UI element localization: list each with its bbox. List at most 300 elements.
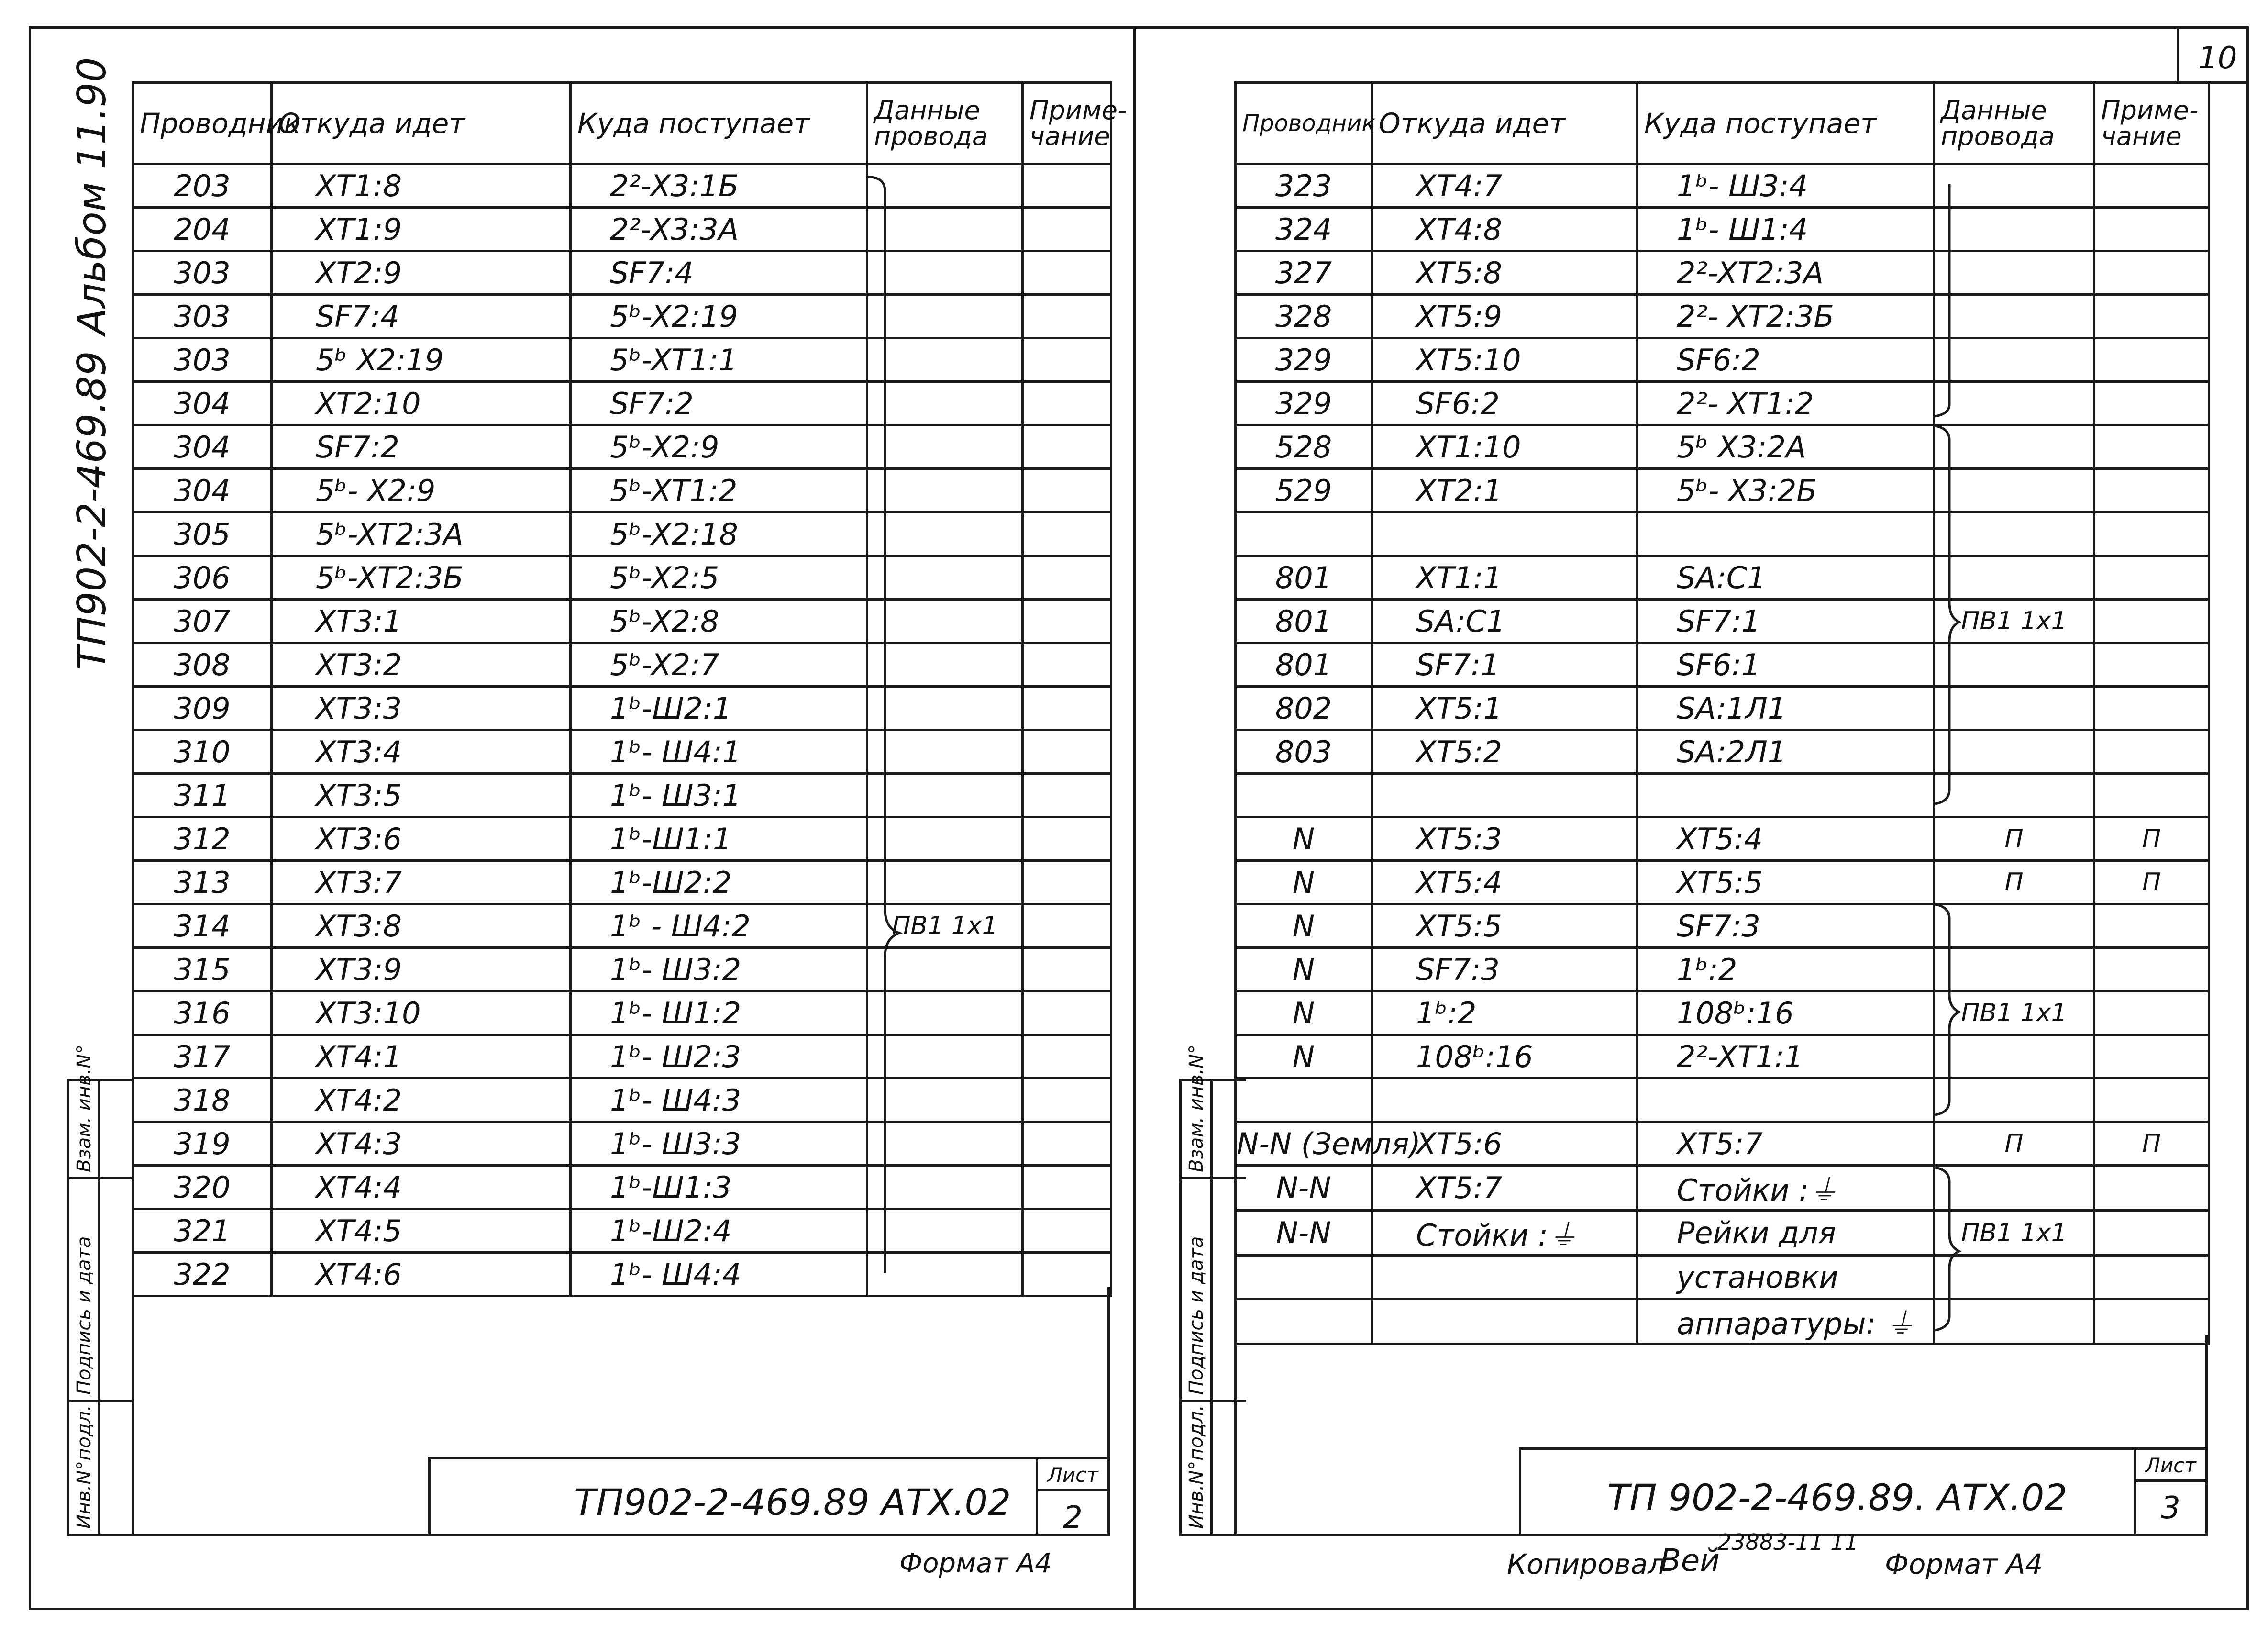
cell-to: 1ᵇ- Ш1:4 — [1637, 208, 1934, 251]
cell-to: 5ᵇ-X2:5 — [571, 556, 867, 600]
cell-to: установки — [1637, 1256, 1934, 1299]
cell-note — [2094, 295, 2209, 338]
cell-wire: 801 — [1236, 556, 1372, 600]
cell-note — [1023, 556, 1111, 600]
table-row — [133, 1209, 1111, 1253]
cell-wire: 318 — [133, 1079, 272, 1122]
cell-from: XT5:1 — [1372, 687, 1637, 730]
r-side-stamp-col-div — [1210, 1079, 1213, 1536]
table-row — [1236, 687, 2209, 730]
cell-note — [1023, 251, 1111, 295]
table-row — [133, 643, 1111, 687]
cell-from: XT3:1 — [272, 600, 571, 643]
cell-from: XT3:7 — [272, 861, 571, 904]
table-row — [1236, 1166, 2209, 1211]
cell-note — [2094, 382, 2209, 425]
cell-note — [2094, 643, 2209, 687]
cell-to: 5ᵇ-X2:8 — [571, 600, 867, 643]
cell-wire: N — [1236, 904, 1372, 948]
cell-wire: N — [1236, 817, 1372, 861]
cell-wire: 204 — [133, 208, 272, 251]
cell-note — [1023, 687, 1111, 730]
cell-note — [2094, 1079, 2209, 1122]
cell-to: 1ᵇ- Ш4:4 — [571, 1253, 867, 1296]
cell-wire: 323 — [1236, 164, 1372, 208]
cell-note: П — [2094, 861, 2209, 904]
cell-note — [2094, 556, 2209, 600]
cell-wire: 801 — [1236, 600, 1372, 643]
cell-from: XT4:2 — [272, 1079, 571, 1122]
table-row — [133, 730, 1111, 774]
cell-note — [1023, 164, 1111, 208]
left-title-stamp — [428, 1457, 1110, 1536]
cell-to: 1ᵇ-Ш1:3 — [571, 1166, 867, 1209]
cell-from: SF7:2 — [272, 425, 571, 469]
cell-note — [1023, 730, 1111, 774]
cell-note — [1023, 1209, 1111, 1253]
cell-from: SF7:3 — [1372, 948, 1637, 991]
cell-to: SF7:4 — [571, 251, 867, 295]
cell-from: XT5:4 — [1372, 861, 1637, 904]
header-note: Приме- чание — [1023, 83, 1111, 164]
cell-note — [2094, 774, 2209, 817]
cell-from: SA:C1 — [1372, 600, 1637, 643]
right-stamp-code: ТП 902-2-469.89. АТХ.02 — [1607, 1476, 2068, 1519]
cell-wire: 303 — [133, 295, 272, 338]
right-format-label: Формат А4 — [1885, 1548, 2043, 1580]
cell-to: SF6:1 — [1637, 643, 1934, 687]
cell-from: XT3:2 — [272, 643, 571, 687]
cell-note — [1023, 208, 1111, 251]
cell-from: SF6:2 — [1372, 382, 1637, 425]
cell-wire: 317 — [133, 1035, 272, 1079]
side-stamp-divider-1 — [67, 1177, 134, 1179]
cell-to: SA:C1 — [1637, 556, 1934, 600]
table-row — [1236, 251, 2209, 295]
table-row — [133, 904, 1111, 948]
r-side-sign-label: Подпись и дата — [1185, 1236, 1207, 1395]
cell-to: XT5:5 — [1637, 861, 1934, 904]
right-brace-3 — [1930, 900, 1964, 1120]
cell-wire: N-N — [1236, 1211, 1372, 1256]
table-row — [133, 556, 1111, 600]
cell-wire: 320 — [133, 1166, 272, 1209]
table-row — [133, 687, 1111, 730]
cell-wire: 304 — [133, 469, 272, 512]
cell-note — [2094, 251, 2209, 295]
table-row — [133, 774, 1111, 817]
table-row — [1236, 861, 2209, 904]
cell-wire: N — [1236, 861, 1372, 904]
cell-wire: 327 — [1236, 251, 1372, 295]
cell-note — [1023, 643, 1111, 687]
cell-wire: N — [1236, 948, 1372, 991]
cell-wire: 322 — [133, 1253, 272, 1296]
cell-wire: 306 — [133, 556, 272, 600]
cell-note — [2094, 512, 2209, 556]
cell-note — [2094, 469, 2209, 512]
cell-wire: 324 — [1236, 208, 1372, 251]
cell-wire: 309 — [133, 687, 272, 730]
cell-to: SF6:2 — [1637, 338, 1934, 382]
table-row — [1236, 1299, 2209, 1344]
table-row — [1236, 774, 2209, 817]
r-header-to: Куда поступает — [1637, 83, 1934, 164]
right-brace-2 — [1930, 421, 1964, 809]
left-sheet-label: Лист — [1047, 1463, 1098, 1487]
header-from: Откуда идет — [272, 83, 571, 164]
cell-data: ПВ1 1х1 — [867, 904, 1023, 948]
cell-to: 1ᵇ - Ш4:2 — [571, 904, 867, 948]
cell-wire: 303 — [133, 251, 272, 295]
cell-to: 1ᵇ- Ш3:4 — [1637, 164, 1934, 208]
cell-from: XT5:8 — [1372, 251, 1637, 295]
cell-to: 5ᵇ- X3:2Б — [1637, 469, 1934, 512]
cell-to — [1637, 1079, 1934, 1122]
left-sheet-box — [1036, 1459, 1107, 1534]
cell-to: 5ᵇ-XT1:1 — [571, 338, 867, 382]
cell-to: 2²- XT1:2 — [1637, 382, 1934, 425]
cell-from: 5ᵇ-XT2:3Б — [272, 556, 571, 600]
cell-data: ПВ1 1х1 — [1934, 991, 2094, 1035]
table-row — [133, 1253, 1111, 1296]
cell-from: XT3:4 — [272, 730, 571, 774]
cell-to: XT5:4 — [1637, 817, 1934, 861]
cell-from: XT3:9 — [272, 948, 571, 991]
left-table-body — [133, 164, 1111, 1296]
left-group-brace — [866, 172, 904, 1287]
cell-to: аппаратуры: ⏚ — [1637, 1299, 1934, 1344]
cell-note — [1023, 600, 1111, 643]
table-row — [1236, 1256, 2209, 1299]
cell-to: 1ᵇ- Ш3:2 — [571, 948, 867, 991]
cell-wire: N — [1236, 991, 1372, 1035]
left-table-bottom-area-left — [132, 1287, 134, 1536]
r-side-stamp-left — [1179, 1079, 1182, 1536]
r-header-wire: Проводник — [1236, 83, 1372, 164]
album-label: Альбом 11.90 — [69, 57, 115, 335]
cell-to: 1ᵇ-Ш1:1 — [571, 817, 867, 861]
cell-wire: 311 — [133, 774, 272, 817]
table-row — [133, 1122, 1111, 1166]
cell-to: 5ᵇ X3:2А — [1637, 425, 1934, 469]
cell-wire: 310 — [133, 730, 272, 774]
cell-to: 1ᵇ:2 — [1637, 948, 1934, 991]
table-row — [1236, 512, 2209, 556]
cell-from: XT3:8 — [272, 904, 571, 948]
cell-from — [1372, 1299, 1637, 1344]
page-corner-number: 10 — [2198, 41, 2237, 76]
table-row — [1236, 1122, 2209, 1166]
cell-from: XT5:5 — [1372, 904, 1637, 948]
cell-wire — [1236, 774, 1372, 817]
cell-note — [2094, 208, 2209, 251]
cell-from: XT2:1 — [1372, 469, 1637, 512]
table-row — [133, 425, 1111, 469]
cell-note — [1023, 861, 1111, 904]
r-header-data: Данные провода — [1934, 83, 2094, 164]
cell-to: 2²-X3:1Б — [571, 164, 867, 208]
cell-from — [1372, 1256, 1637, 1299]
cell-note: П — [2094, 1122, 2209, 1166]
cell-to: SF7:2 — [571, 382, 867, 425]
cell-data: П — [1934, 817, 2094, 861]
cell-to: 1ᵇ-Ш2:1 — [571, 687, 867, 730]
table-row — [133, 817, 1111, 861]
right-bottom-area-left — [1234, 1335, 1237, 1536]
side-inv-label: Взам. инв.N° — [73, 1044, 95, 1172]
table-row — [1236, 208, 2209, 251]
cell-to: 1ᵇ- Ш4:1 — [571, 730, 867, 774]
cell-data: ПВ1 1х1 — [1934, 600, 2094, 643]
table-row — [1236, 817, 2209, 861]
cell-from: XT4:8 — [1372, 208, 1637, 251]
cell-wire: 803 — [1236, 730, 1372, 774]
cell-from: XT1:8 — [272, 164, 571, 208]
cell-note — [1023, 512, 1111, 556]
cell-from: XT3:10 — [272, 991, 571, 1035]
cell-to: 1ᵇ- Ш3:1 — [571, 774, 867, 817]
table-row — [1236, 991, 2209, 1035]
cell-wire: N-N — [1236, 1166, 1372, 1211]
cell-from: XT3:5 — [272, 774, 571, 817]
cell-from: XT5:9 — [1372, 295, 1637, 338]
r-header-note: Приме- чание — [2094, 83, 2209, 164]
cell-to: 108ᵇ:16 — [1637, 991, 1934, 1035]
cell-to — [1637, 512, 1934, 556]
table-row — [133, 512, 1111, 556]
side-stamp-frame-left — [67, 1079, 69, 1536]
cell-note — [1023, 338, 1111, 382]
cell-wire: 308 — [133, 643, 272, 687]
table-row — [1236, 948, 2209, 991]
cell-to: 1ᵇ- Ш3:3 — [571, 1122, 867, 1166]
table-row — [1236, 600, 2209, 643]
cell-from: 108ᵇ:16 — [1372, 1035, 1637, 1079]
footer-copied-label: Копировал — [1507, 1548, 1666, 1580]
cell-wire: 321 — [133, 1209, 272, 1253]
table-row — [1236, 1079, 2209, 1122]
cell-to: 2²-XT2:3А — [1637, 251, 1934, 295]
cell-note — [1023, 1166, 1111, 1209]
cell-from: SF7:1 — [1372, 643, 1637, 687]
cell-note — [2094, 730, 2209, 774]
cell-from: 5ᵇ X2:19 — [272, 338, 571, 382]
table-row — [1236, 164, 2209, 208]
cell-from: SF7:4 — [272, 295, 571, 338]
cell-to: 1ᵇ-Ш2:2 — [571, 861, 867, 904]
side-stamp-frame-bottom — [67, 1534, 134, 1536]
cell-wire: 303 — [133, 338, 272, 382]
cell-note — [1023, 1253, 1111, 1296]
cell-note — [1023, 948, 1111, 991]
cell-wire: 314 — [133, 904, 272, 948]
cell-wire: 203 — [133, 164, 272, 208]
cell-to: 5ᵇ-X2:9 — [571, 425, 867, 469]
cell-to: SA:1Л1 — [1637, 687, 1934, 730]
cell-wire — [1236, 512, 1372, 556]
cell-to: SF7:1 — [1637, 600, 1934, 643]
cell-from: XT5:6 — [1372, 1122, 1637, 1166]
cell-note — [1023, 425, 1111, 469]
cell-to: 1ᵇ- Ш4:3 — [571, 1079, 867, 1122]
table-row — [1236, 556, 2209, 600]
right-brace-4 — [1930, 1163, 1964, 1335]
cell-wire: 802 — [1236, 687, 1372, 730]
cell-to: 5ᵇ-X2:7 — [571, 643, 867, 687]
cell-to: 2²-XT1:1 — [1637, 1035, 1934, 1079]
cell-to: 2²-X3:3А — [571, 208, 867, 251]
cell-note — [1023, 295, 1111, 338]
cell-note — [2094, 1256, 2209, 1299]
side-stamp-col-divider — [98, 1079, 100, 1536]
cell-to: 5ᵇ-XT1:2 — [571, 469, 867, 512]
r-header-from: Откуда идет — [1372, 83, 1637, 164]
side-orig-label: Инв.N°подл. — [73, 1405, 95, 1529]
cell-wire: 319 — [133, 1122, 272, 1166]
cell-to: 5ᵇ-X2:19 — [571, 295, 867, 338]
cell-wire: 312 — [133, 817, 272, 861]
left-format-label: Формат А4 — [899, 1548, 1052, 1579]
cell-from: XT3:6 — [272, 817, 571, 861]
cell-note — [2094, 338, 2209, 382]
table-row — [1236, 295, 2209, 338]
cell-to — [1637, 774, 1934, 817]
right-table-body — [1236, 164, 2209, 1344]
cell-note — [2094, 904, 2209, 948]
cell-wire: N-N (Земля) — [1236, 1122, 1372, 1166]
cell-from: XT2:10 — [272, 382, 571, 425]
cell-to: 1ᵇ-Ш2:4 — [571, 1209, 867, 1253]
cell-wire: 305 — [133, 512, 272, 556]
cell-note — [2094, 1166, 2209, 1211]
cell-note — [2094, 600, 2209, 643]
cell-from: XT1:1 — [1372, 556, 1637, 600]
table-row — [1236, 643, 2209, 687]
right-wire-table — [1234, 81, 2210, 1345]
cell-wire: 329 — [1236, 338, 1372, 382]
table-row — [1236, 469, 2209, 512]
table-row — [133, 469, 1111, 512]
cell-from: 1ᵇ:2 — [1372, 991, 1637, 1035]
cell-from: XT4:1 — [272, 1035, 571, 1079]
cell-wire: 528 — [1236, 425, 1372, 469]
table-row — [133, 208, 1111, 251]
cell-note — [2094, 1035, 2209, 1079]
cell-from: XT5:10 — [1372, 338, 1637, 382]
cell-from: XT5:2 — [1372, 730, 1637, 774]
table-row — [133, 382, 1111, 425]
table-row — [133, 251, 1111, 295]
cell-from: XT1:9 — [272, 208, 571, 251]
table-row — [133, 861, 1111, 904]
left-sheet-number: 2 — [1063, 1500, 1083, 1535]
cell-note — [1023, 469, 1111, 512]
footer-order-number: 23883-11 11 — [1717, 1529, 1859, 1555]
table-row — [133, 1079, 1111, 1122]
cell-wire: 315 — [133, 948, 272, 991]
r-side-inv-label: Взам. инв.N° — [1185, 1044, 1207, 1172]
cell-note — [2094, 164, 2209, 208]
cell-note — [2094, 1299, 2209, 1344]
cell-note — [2094, 1211, 2209, 1256]
table-row — [133, 991, 1111, 1035]
cell-from: XT4:5 — [272, 1209, 571, 1253]
cell-wire: 329 — [1236, 382, 1372, 425]
cell-note — [1023, 774, 1111, 817]
cell-to: SF7:3 — [1637, 904, 1934, 948]
cell-from — [1372, 774, 1637, 817]
right-sheet-box — [2134, 1450, 2205, 1534]
table-row — [133, 948, 1111, 991]
cell-to: 1ᵇ- Ш1:2 — [571, 991, 867, 1035]
cell-data: П — [1934, 861, 2094, 904]
cell-wire: N — [1236, 1035, 1372, 1079]
cell-note — [1023, 991, 1111, 1035]
table-row — [1236, 730, 2209, 774]
cell-wire: 313 — [133, 861, 272, 904]
cell-from: XT4:3 — [272, 1122, 571, 1166]
side-sign-label: Подпись и дата — [73, 1236, 95, 1395]
left-stamp-code: ТП902-2-469.89 АТХ.02 — [574, 1481, 1011, 1524]
cell-from: XT5:7 — [1372, 1166, 1637, 1211]
side-stamp-divider-2 — [67, 1400, 134, 1402]
cell-from: Стойки :⏚ — [1372, 1211, 1637, 1256]
cell-from: 5ᵇ-XT2:3А — [272, 512, 571, 556]
cell-note — [2094, 991, 2209, 1035]
cell-wire: 801 — [1236, 643, 1372, 687]
right-sheet-sep — [2136, 1479, 2205, 1482]
project-label: ТП902-2-469.89 — [69, 351, 115, 670]
cell-from: XT5:3 — [1372, 817, 1637, 861]
table-row — [1236, 382, 2209, 425]
left-sheet-sep — [1038, 1489, 1107, 1491]
cell-wire: 316 — [133, 991, 272, 1035]
cell-wire: 304 — [133, 425, 272, 469]
table-row — [133, 600, 1111, 643]
cell-from: XT1:10 — [1372, 425, 1637, 469]
table-row — [133, 164, 1111, 208]
footer-signature: Вей — [1660, 1543, 1720, 1579]
table-row — [133, 1035, 1111, 1079]
cell-wire: 529 — [1236, 469, 1372, 512]
cell-from — [1372, 512, 1637, 556]
corner-box-left — [2177, 26, 2179, 84]
table-row — [133, 338, 1111, 382]
r-side-orig-label: Инв.N°подл. — [1185, 1405, 1207, 1529]
left-wire-table — [132, 81, 1127, 1297]
cell-note — [1023, 1035, 1111, 1079]
right-sheet-label: Лист — [2145, 1454, 2196, 1477]
cell-wire — [1236, 1256, 1372, 1299]
cell-to: XT5:7 — [1637, 1122, 1934, 1166]
table-row — [1236, 338, 2209, 382]
cell-note — [1023, 382, 1111, 425]
cell-wire: 307 — [133, 600, 272, 643]
header-wire: Проводник — [133, 83, 272, 164]
table-row — [1236, 1035, 2209, 1079]
cell-from: XT4:6 — [272, 1253, 571, 1296]
cell-wire: 304 — [133, 382, 272, 425]
cell-note: П — [2094, 817, 2209, 861]
sheet-right — [1134, 0, 2268, 1635]
cell-from: XT3:3 — [272, 687, 571, 730]
table-row — [1236, 1211, 2209, 1256]
header-to: Куда поступает — [571, 83, 867, 164]
table-row — [1236, 904, 2209, 948]
cell-wire — [1236, 1299, 1372, 1344]
cell-to: 1ᵇ- Ш2:3 — [571, 1035, 867, 1079]
